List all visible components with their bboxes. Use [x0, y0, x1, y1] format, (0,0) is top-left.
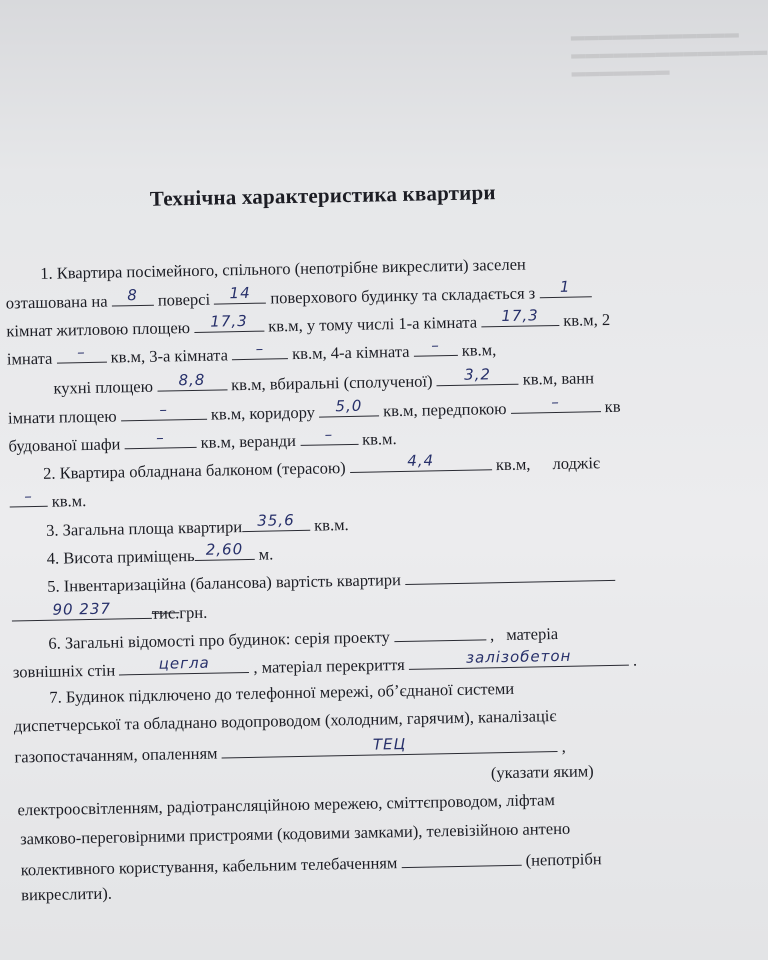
line-20: електроосвітленням, радіотрансляційною мережею, сміттєпроводом, ліфтам [17, 790, 555, 820]
line-18: газопостачанням, опаленням ТЕЦ , [14, 734, 567, 767]
field-kitchen: 8,8 [157, 371, 227, 391]
field-heating: ТЕЦ [221, 733, 557, 758]
field-floors-total: 14 [214, 285, 266, 305]
field-walls: цегла [119, 654, 249, 675]
field-room1: 17,3 [481, 307, 559, 327]
line-17: диспетчерської та обладнано водопроводом (холодним, гарячим), каналізаціє [13, 706, 557, 736]
field-room3: – [232, 340, 288, 360]
line-21: замково-переговірними пристроями (кодовими замками), телевізійною антено [19, 818, 571, 849]
line-5: кухні площею 8,8 кв.м, вбиральні (сполученої) 3,2 кв.м, ванн [53, 365, 595, 398]
field-total-area: 35,6 [242, 512, 310, 532]
field-room4: – [413, 337, 457, 357]
line-22: колективного користування, кабельним телебаченням (непотрібн [20, 845, 601, 881]
field-value-blank [405, 562, 615, 585]
field-floor: 8 [111, 287, 153, 307]
line-1: 1. Квартира посімейного, спільного (непотрібне викреслити) заселен [40, 254, 526, 283]
line-9: – кв.м. [9, 487, 86, 513]
field-project-series [394, 621, 486, 642]
line-23: викреслити). [21, 883, 113, 905]
field-corridor: 5,0 [319, 397, 379, 417]
line-14: 6. Загальні відомості про будинок: серія проекту , матеріа [48, 620, 558, 655]
field-loggia: – [9, 488, 47, 508]
field-rooms: 1 [539, 278, 591, 298]
line-10: 3. Загальна площа квартири 35,6 кв.м. [46, 511, 349, 540]
line-4: імната – кв.м, 3-а кімната – кв.м, 4-а кімната – кв.м, [6, 336, 497, 369]
field-height: 2,60 [194, 541, 254, 561]
line-3: кімнат житловою площею 17,3 кв.м, у тому числі 1-а кімната 17,3 кв.м, 2 [6, 306, 611, 341]
line-2: озташована на 8 поверсі 14 поверхового будинку та складається з 1 [6, 278, 592, 314]
field-hall: – [510, 393, 600, 414]
line-13: 90 237 тис.грн. [12, 599, 208, 628]
field-room2: – [56, 344, 106, 364]
line-16: 7. Будинок підключено до телефонної мережі, об’єднаної системи [49, 678, 515, 707]
line-12: 5. Інвентаризаційна (балансова) вартість квартири [47, 562, 615, 598]
line-6: імнати площею – кв.м, коридору 5,0 кв.м, передпокою – кв [7, 392, 621, 428]
field-closet: – [124, 429, 196, 449]
bleed-through-text: ▬▬▬▬▬▬▬▬▬▬▬▬ ▬▬▬▬▬▬▬▬▬▬▬▬▬▬ ▬▬▬▬▬▬▬ [570, 26, 768, 81]
field-living-area: 17,3 [194, 313, 264, 333]
field-bathroom-room: – [120, 401, 206, 422]
page-title: Технічна характеристика квартири [149, 180, 496, 211]
line-15: зовнішніх стін цегла , матеріал перекриття залізобетон . [12, 646, 638, 682]
line-8: 2. Квартира обладнана балконом (терасою) 4,4 кв.м, лоджіє [42, 451, 601, 483]
field-inventory-value: 90 237 [12, 600, 152, 622]
field-veranda: – [300, 426, 358, 446]
line-7: будованої шафи – кв.м, веранди – кв.м. [8, 425, 397, 456]
field-cable-tv [401, 847, 521, 868]
line-11: 4. Висота приміщень 2,60 м. [46, 540, 274, 568]
field-ceilings: залізобетон [409, 647, 629, 670]
field-bathroom: 3,2 [436, 366, 518, 387]
field-balcony: 4,4 [350, 451, 492, 473]
line-19: (указати яким) [490, 761, 594, 783]
